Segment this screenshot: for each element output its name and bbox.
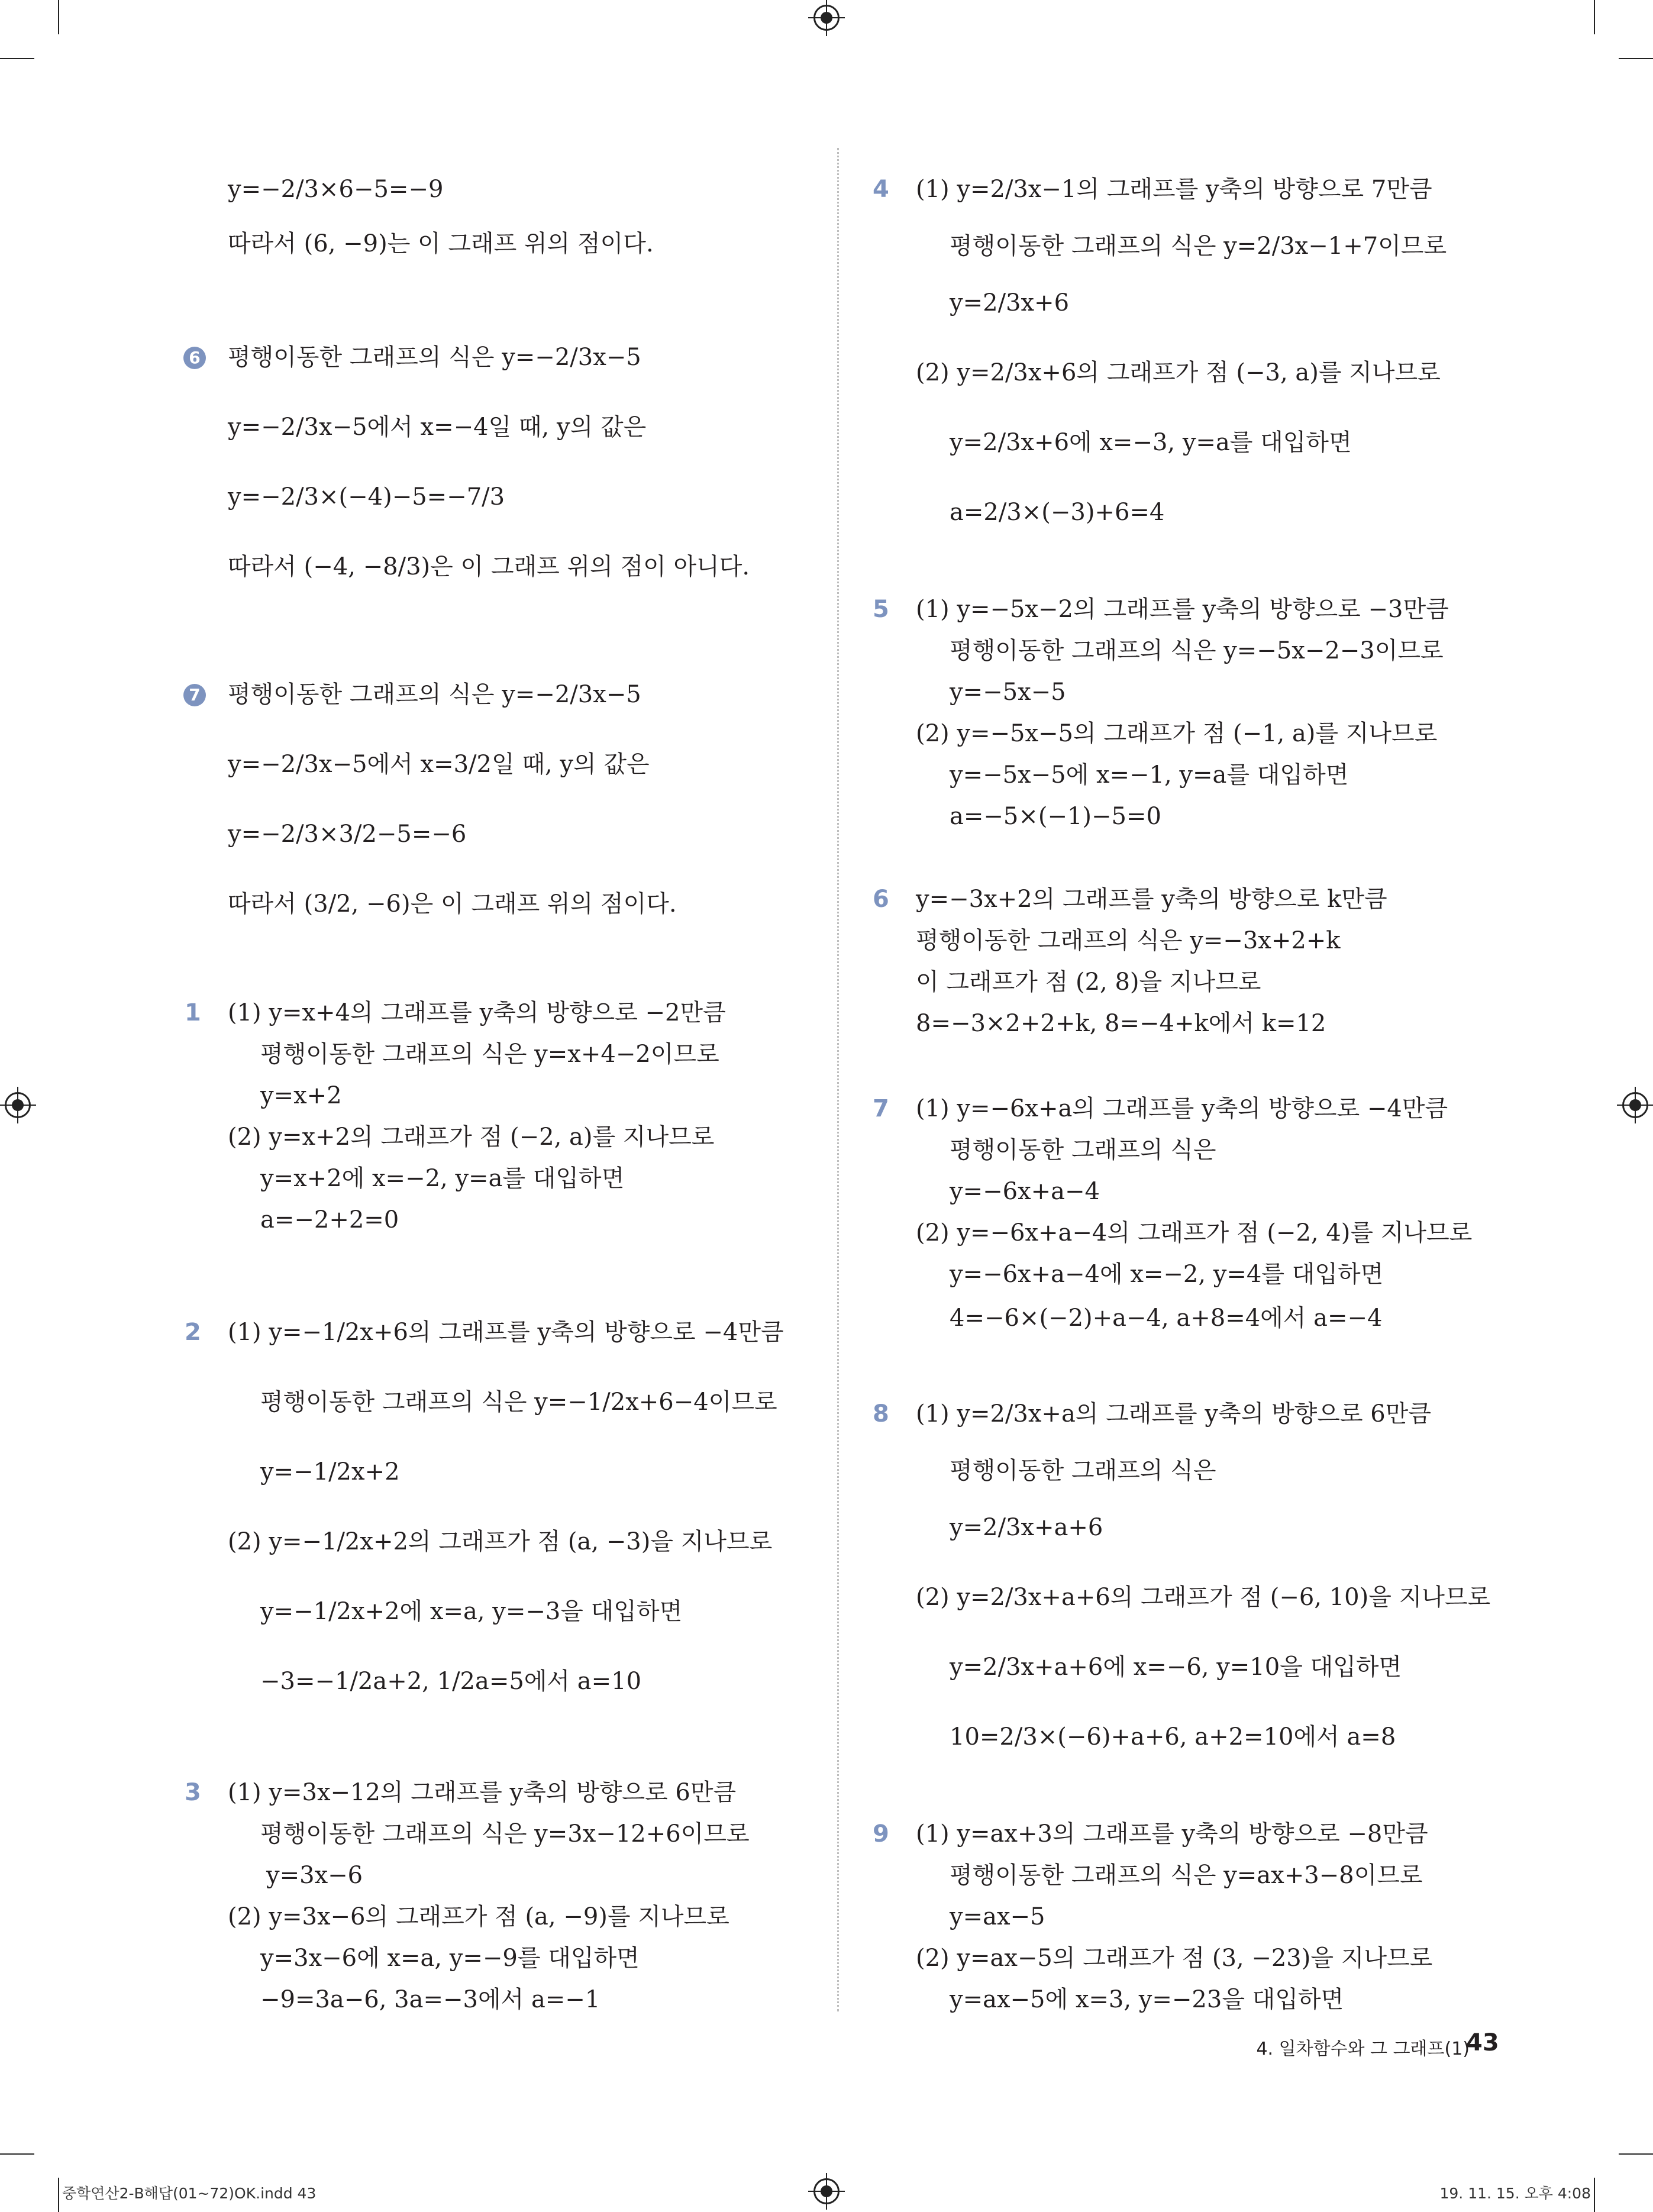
- solution-line: y=3x−6에 x=a, y=−9를 대입하면: [260, 1945, 640, 1972]
- problem-number: 3: [185, 1779, 201, 1806]
- solution-line: (2) y=−1/2x+2의 그래프가 점 (a, −3)을 지나므로: [228, 1528, 773, 1555]
- print-timestamp: 19. 11. 15. 오후 4:08: [1439, 2185, 1591, 2202]
- intro-line: y=−2/3×6−5=−9: [228, 176, 444, 203]
- page-number: 43: [1466, 2029, 1499, 2056]
- crop-mark: [0, 2153, 34, 2155]
- solution-line: 평행이동한 그래프의 식은 y=−3x+2+k: [916, 927, 1341, 954]
- registration-mark-icon: [813, 2178, 840, 2204]
- solution-line: y=2/3x+6에 x=−3, y=a를 대입하면: [950, 429, 1352, 456]
- solution-line: 평행이동한 그래프의 식은: [950, 1136, 1216, 1164]
- column-divider: [837, 148, 839, 2011]
- solution-line: (1) y=−6x+a의 그래프를 y축의 방향으로 −4만큼: [916, 1095, 1448, 1122]
- solution-line: y=−5x−5: [950, 679, 1066, 706]
- registration-mark-icon: [1622, 1092, 1648, 1118]
- problem-number: 8: [873, 1400, 889, 1428]
- solution-line: y=−2/3×(−4)−5=−7/3: [228, 483, 505, 511]
- solution-line: 평행이동한 그래프의 식은 y=−1/2x+6−4이므로: [260, 1388, 777, 1416]
- solution-line: (2) y=2/3x+6의 그래프가 점 (−3, a)를 지나므로: [916, 359, 1441, 386]
- problem-number-badge: 7: [183, 684, 206, 706]
- intro-line: 따라서 (6, −9)는 이 그래프 위의 점이다.: [228, 230, 654, 257]
- problem-number: 5: [873, 596, 889, 623]
- problem-number: 1: [185, 999, 201, 1026]
- solution-line: a=−5×(−1)−5=0: [950, 803, 1161, 830]
- solution-line: y=2/3x+6: [950, 289, 1070, 317]
- problem-number: 4: [873, 176, 889, 203]
- solution-line: (2) y=x+2의 그래프가 점 (−2, a)를 지나므로: [228, 1123, 715, 1151]
- solution-line: y=2/3x+a+6: [950, 1514, 1103, 1541]
- solution-line: 평행이동한 그래프의 식은 y=−5x−2−3이므로: [950, 637, 1444, 664]
- solution-line: y=−6x+a−4에 x=−2, y=4를 대입하면: [950, 1261, 1384, 1288]
- solution-line: a=−2+2=0: [260, 1206, 399, 1233]
- crop-mark: [1594, 0, 1595, 34]
- solution-line: y=x+2에 x=−2, y=a를 대입하면: [260, 1165, 625, 1192]
- solution-line: (1) y=2/3x−1의 그래프를 y축의 방향으로 7만큼: [916, 176, 1432, 203]
- solution-line: y=−6x+a−4: [950, 1178, 1100, 1205]
- crop-mark: [58, 2178, 59, 2212]
- solution-line: y=−1/2x+2: [260, 1458, 400, 1486]
- solution-line: y=−3x+2의 그래프를 y축의 방향으로 k만큼: [916, 886, 1387, 913]
- solution-line: −9=3a−6, 3a=−3에서 a=−1: [260, 1986, 600, 2013]
- solution-line: y=−5x−5에 x=−1, y=a를 대입하면: [950, 761, 1349, 789]
- solution-line: (1) y=−5x−2의 그래프를 y축의 방향으로 −3만큼: [916, 596, 1449, 623]
- problem-number: 2: [185, 1319, 201, 1346]
- chapter-title: 4. 일차함수와 그 그래프(1): [1256, 2039, 1470, 2059]
- solution-line: y=−2/3×3/2−5=−6: [228, 821, 467, 848]
- solution-line: 평행이동한 그래프의 식은 y=−2/3x−5: [228, 344, 641, 371]
- solution-line: 4=−6×(−2)+a−4, a+8=4에서 a=−4: [950, 1304, 1383, 1332]
- solution-line: 8=−3×2+2+k, 8=−4+k에서 k=12: [916, 1010, 1326, 1037]
- solution-line: y=x+2: [260, 1082, 342, 1109]
- solution-line: y=2/3x+a+6에 x=−6, y=10을 대입하면: [950, 1654, 1402, 1681]
- crop-mark: [58, 0, 59, 34]
- solution-line: y=−2/3x−5에서 x=−4일 때, y의 값은: [228, 414, 647, 441]
- solution-line: 평행이동한 그래프의 식은: [950, 1457, 1216, 1484]
- solution-line: (1) y=x+4의 그래프를 y축의 방향으로 −2만큼: [228, 999, 726, 1026]
- problem-number: 9: [873, 1820, 889, 1848]
- solution-line: 10=2/3×(−6)+a+6, a+2=10에서 a=8: [950, 1723, 1396, 1751]
- crop-mark: [1619, 2153, 1653, 2155]
- solution-line: (2) y=−6x+a−4의 그래프가 점 (−2, 4)를 지나므로: [916, 1219, 1473, 1247]
- solution-line: (1) y=−1/2x+6의 그래프를 y축의 방향으로 −4만큼: [228, 1319, 784, 1346]
- problem-number: 6: [873, 886, 889, 913]
- solution-line: (2) y=−5x−5의 그래프가 점 (−1, a)를 지나므로: [916, 720, 1438, 747]
- solution-line: y=−2/3x−5에서 x=3/2일 때, y의 값은: [228, 751, 650, 778]
- crop-mark: [1619, 58, 1653, 59]
- solution-line: 평행이동한 그래프의 식은 y=x+4−2이므로: [260, 1041, 719, 1068]
- solution-line: a=2/3×(−3)+6=4: [950, 499, 1165, 526]
- registration-mark-icon: [5, 1092, 31, 1118]
- solution-line: 평행이동한 그래프의 식은 y=2/3x−1+7이므로: [950, 232, 1447, 260]
- solution-line: y=−1/2x+2에 x=a, y=−3을 대입하면: [260, 1598, 683, 1625]
- solution-line: 따라서 (−4, −8/3)은 이 그래프 위의 점이 아니다.: [228, 553, 750, 580]
- registration-mark-icon: [813, 5, 840, 31]
- solution-line: −3=−1/2a+2, 1/2a=5에서 a=10: [260, 1668, 642, 1695]
- crop-mark: [0, 58, 34, 59]
- solution-line: y=3x−6: [266, 1862, 363, 1889]
- solution-line: 평행이동한 그래프의 식은 y=ax+3−8이므로: [950, 1862, 1423, 1889]
- solution-line: y=ax−5에 x=3, y=−23을 대입하면: [950, 1986, 1344, 2013]
- solution-line: y=ax−5: [950, 1903, 1045, 1930]
- problem-number-badge: 6: [183, 347, 206, 369]
- solution-line: 따라서 (3/2, −6)은 이 그래프 위의 점이다.: [228, 890, 677, 918]
- solution-line: (2) y=ax−5의 그래프가 점 (3, −23)을 지나므로: [916, 1945, 1433, 1972]
- problem-number: 7: [873, 1095, 889, 1122]
- crop-mark: [1594, 2178, 1595, 2212]
- solution-line: 이 그래프가 점 (2, 8)을 지나므로: [916, 968, 1261, 996]
- solution-line: 평행이동한 그래프의 식은 y=3x−12+6이므로: [260, 1820, 750, 1848]
- solution-line: (1) y=2/3x+a의 그래프를 y축의 방향으로 6만큼: [916, 1400, 1432, 1428]
- file-slug: 중학연산2-B해답(01~72)OK.indd 43: [62, 2185, 317, 2202]
- solution-line: (2) y=3x−6의 그래프가 점 (a, −9)를 지나므로: [228, 1903, 729, 1930]
- solution-line: 평행이동한 그래프의 식은 y=−2/3x−5: [228, 681, 641, 708]
- solution-line: (1) y=ax+3의 그래프를 y축의 방향으로 −8만큼: [916, 1820, 1428, 1848]
- solution-line: (1) y=3x−12의 그래프를 y축의 방향으로 6만큼: [228, 1779, 737, 1806]
- solution-line: (2) y=2/3x+a+6의 그래프가 점 (−6, 10)을 지나므로: [916, 1584, 1491, 1611]
